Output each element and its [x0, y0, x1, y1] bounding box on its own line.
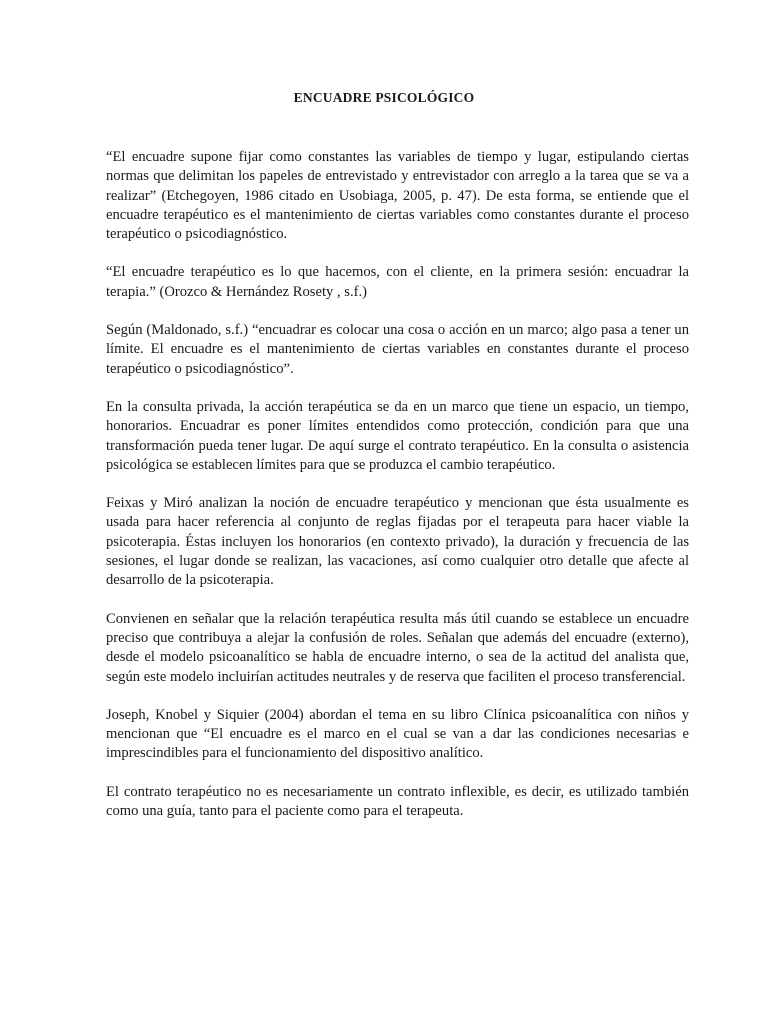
paragraph-orozco-quote: “El encuadre terapéutico es lo que hacemos, con el cliente, en la primera sesión: encuadrar la terapia.” (Orozco & Hernández Rosety , s.f.) [106, 264, 689, 300]
paragraph-contrato: El contrato terapéutico no es necesariamente un contrato inflexible, es decir, es utilizado también como una guía, tanto para el paciente como para el terapeuta. [106, 783, 689, 820]
paragraph-feixas-miro: Feixas y Miró analizan la noción de encuadre terapéutico y mencionan que ésta usualmente es usada para hacer referencia al conjunto de reglas fijadas por el terapeuta para hacer viable la psicoterapia. Éstas incluyen los honorarios (en contexto privado), la duración y frecuencia de las sesiones, el lugar donde se realizan, las vacaciones, así como cualquier otro detalle que afecte al desarrollo de la psicoterapia. [106, 495, 689, 589]
paragraph-maldonado-quote: Según (Maldonado, s.f.) “encuadrar es colocar una cosa o acción en un marco; algo pasa a tener un límite. El encuadre es el mantenimiento de ciertas variables en constantes durante el proceso terapéutico o psicodiagnóstico”. [106, 322, 689, 377]
paragraph-consulta-privada: En la consulta privada, la acción terapéutica se da en un marco que tiene un espacio, un tiempo, honorarios. Encuadrar es poner límites entendidos como protección, condición para que una transformación pueda tener lugar. De aquí surge el contrato terapéutico. En la consulta o asistencia psicológica se establecen límites para que se produzca el cambio terapéutico. [106, 398, 689, 473]
document-body [106, 148, 689, 840]
paragraph-convienen: Convienen en señalar que la relación terapéutica resulta más útil cuando se establece un encuadre preciso que contribuya a alejar la confusión de roles. Señalan que además del encuadre (externo), desde el modelo psicoanalítico se habla de encuadre interno, o sea de la actitud del analista que, según este modelo incluirían actitudes neutrales y de reserva que faciliten el proceso transferencial. [106, 610, 689, 685]
paragraph-joseph-knobel: Joseph, Knobel y Siquier (2004) abordan el tema en su libro Clínica psicoanalítica con niños y mencionan que “El encuadre es el marco en el cual se van a dar las condiciones necesarias e imprescindibles para el funcionamiento del dispositivo analítico. [106, 706, 689, 762]
document-title: ENCUADRE PSICOLÓGICO [293, 90, 475, 105]
paragraph-etchegoyen-quote: “El encuadre supone fijar como constantes las variables de tiempo y lugar, estipulando ciertas normas que delimitan los papeles de entrevistado y entrevistador con arreglo a la tarea que se va a realizar” (Etchegoyen, 1986 citado en Usobiaga, 2005, p. 47). De esta forma, se entiende que el encuadre terapéutico es el mantenimiento de ciertas variables como constantes durante el proceso terapéutico o psicodiagnóstico. [106, 149, 689, 243]
